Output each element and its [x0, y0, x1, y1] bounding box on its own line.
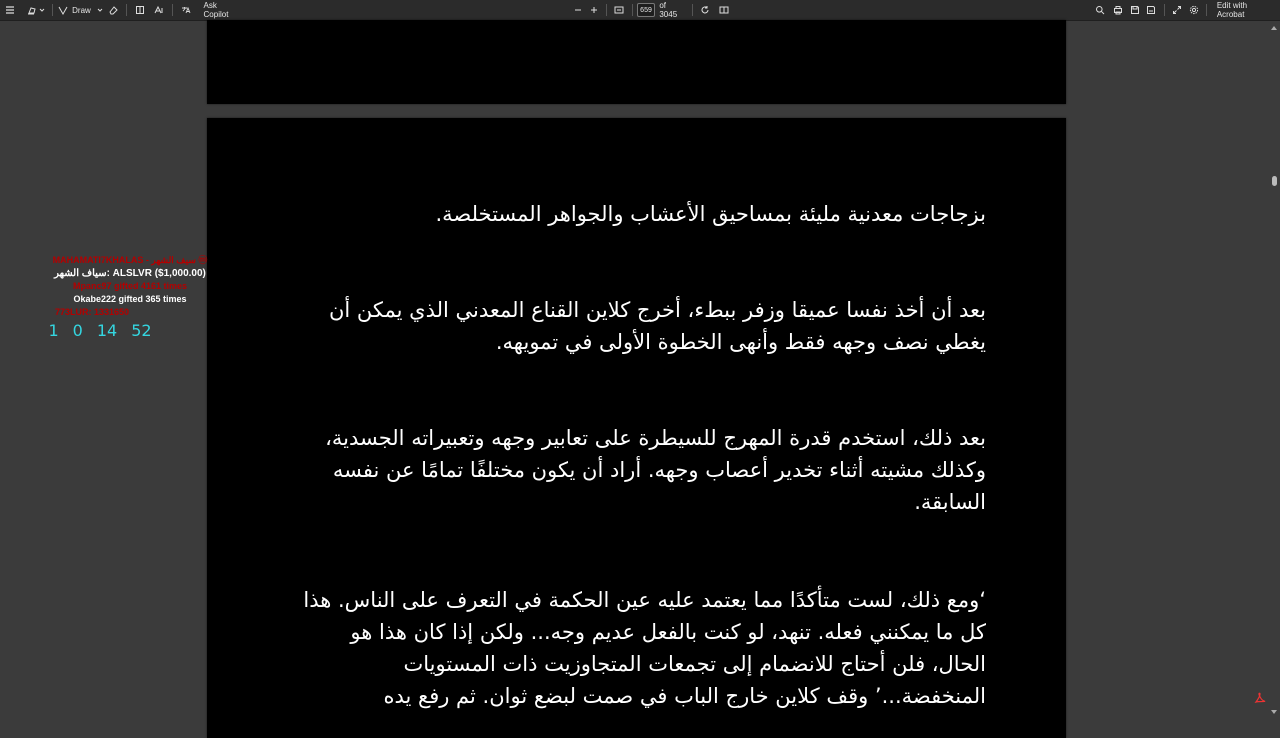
- fit-page-icon: [614, 5, 624, 15]
- chevron-down-icon: [97, 7, 103, 13]
- overlay-line: Okabe222 gifted 365 times: [73, 294, 187, 304]
- countdown-timer: [0, 321, 230, 340]
- overlay-line: سياف الشهر: ALSLVR ($1,000.00): [54, 268, 206, 279]
- save-button[interactable]: [1126, 0, 1143, 20]
- divider: [692, 4, 693, 16]
- minus-icon: [573, 5, 583, 15]
- edit-with-acrobat-button[interactable]: Edit with Acrobat: [1216, 1, 1248, 19]
- zoom-out-button[interactable]: [571, 0, 586, 20]
- ask-copilot-button[interactable]: Ask Copilot: [203, 1, 229, 19]
- read-aloud-button[interactable]: [150, 0, 169, 20]
- menu-icon[interactable]: [0, 0, 20, 20]
- scroll-up-arrow-icon[interactable]: [1270, 24, 1278, 32]
- overlay-line: Mpanc97 gifted 4161 times: [72, 281, 188, 291]
- divider: [632, 4, 633, 16]
- zoom-in-button[interactable]: [586, 0, 603, 20]
- toolbar: [0, 0, 1280, 21]
- print-button[interactable]: [1110, 0, 1127, 20]
- divider: [172, 4, 173, 16]
- divider: [126, 4, 127, 16]
- fit-page-button[interactable]: [611, 0, 628, 20]
- view-mode-button[interactable]: [131, 0, 150, 20]
- paragraph: بعد ذلك، استخدم قدرة المهرج للسيطرة على تعابير وجهه وتعبيراته الجسدية، وكذلك مشيته أثناء تخدير أعصاب وجهه. أراد أن يكون مختلفًا تمامًا عن نفسه السابقة.: [325, 426, 986, 514]
- chevron-down-icon: [39, 7, 45, 13]
- overlay-line: 773LUR: 1331650: [54, 307, 130, 317]
- eraser-button[interactable]: [104, 0, 123, 20]
- page-number-input[interactable]: 659: [637, 3, 656, 17]
- divider: [1164, 4, 1165, 16]
- highlight-tool-button[interactable]: [24, 0, 48, 20]
- timer-value: 1: [48, 321, 59, 340]
- divider: [606, 4, 607, 16]
- stream-overlay: [30, 254, 230, 340]
- draw-label: Draw: [72, 5, 91, 15]
- translate-icon: [181, 5, 191, 15]
- scrollbar-thumb[interactable]: [1272, 176, 1277, 186]
- eraser-icon: [108, 5, 118, 15]
- rotate-button[interactable]: [697, 0, 714, 20]
- page-total: of 3045: [659, 1, 678, 19]
- paragraph: بزجاجات معدنية مليئة بمساحيق الأعشاب والجواهر المستخلصة.: [435, 202, 986, 226]
- overlay-line: MAHAMATI7KHALAS - سيف الشهر ⓜ: [52, 255, 208, 265]
- save-icon: [1130, 5, 1140, 15]
- timer-value: 14: [96, 321, 118, 340]
- scroll-down-arrow-icon[interactable]: [1270, 708, 1278, 716]
- pdf-page-current: [207, 118, 1066, 738]
- paragraph: ‘ومع ذلك، لست متأكدًا مما يعتمد عليه عين الحكمة في التعرف على الناس. هذا كل ما يمكنني فعله. تنهد، لو كنت بالفعل عديم وجه... ولكن إذا كان هذا هو الحال، فلن أحتاج للانضمام إلى تجمعات المتجاوزيت ذات المستويات المنخفضة...’ وقف كلاين خارج الباب في صمت لبضع ثوان. ثم رفع يده: [303, 588, 986, 708]
- save-as-icon: [1146, 5, 1156, 15]
- translate-button[interactable]: [177, 0, 196, 20]
- draw-button[interactable]: [57, 0, 103, 20]
- save-as-button[interactable]: [1143, 0, 1160, 20]
- divider: [1206, 4, 1207, 16]
- settings-button[interactable]: [1185, 0, 1202, 20]
- gear-icon: [1189, 5, 1199, 15]
- expand-icon: [1172, 5, 1182, 15]
- rotate-icon: [700, 5, 710, 15]
- draw-icon: [58, 5, 68, 15]
- read-aloud-icon: [154, 5, 164, 15]
- highlighter-icon: [27, 5, 37, 15]
- page-view-icon: [135, 5, 145, 15]
- acrobat-icon[interactable]: [1254, 692, 1266, 704]
- timer-value: 0: [72, 321, 83, 340]
- print-icon: [1113, 5, 1123, 15]
- timer-value: 52: [131, 321, 152, 340]
- divider: [52, 4, 53, 16]
- search-button[interactable]: [1089, 0, 1109, 20]
- two-page-icon: [719, 5, 729, 15]
- page-layout-button[interactable]: [714, 0, 734, 20]
- search-icon: [1095, 5, 1105, 15]
- fullscreen-button[interactable]: [1169, 0, 1186, 20]
- pdf-page-previous: [207, 20, 1066, 104]
- plus-icon: [589, 5, 599, 15]
- paragraph: بعد أن أخذ نفسا عميقا وزفر ببطء، أخرج كلاين القناع المعدني الذي يمكن أن يغطي نصف وجهه فقط وأنهى الخطوة الأولى في تمويهه.: [328, 298, 986, 354]
